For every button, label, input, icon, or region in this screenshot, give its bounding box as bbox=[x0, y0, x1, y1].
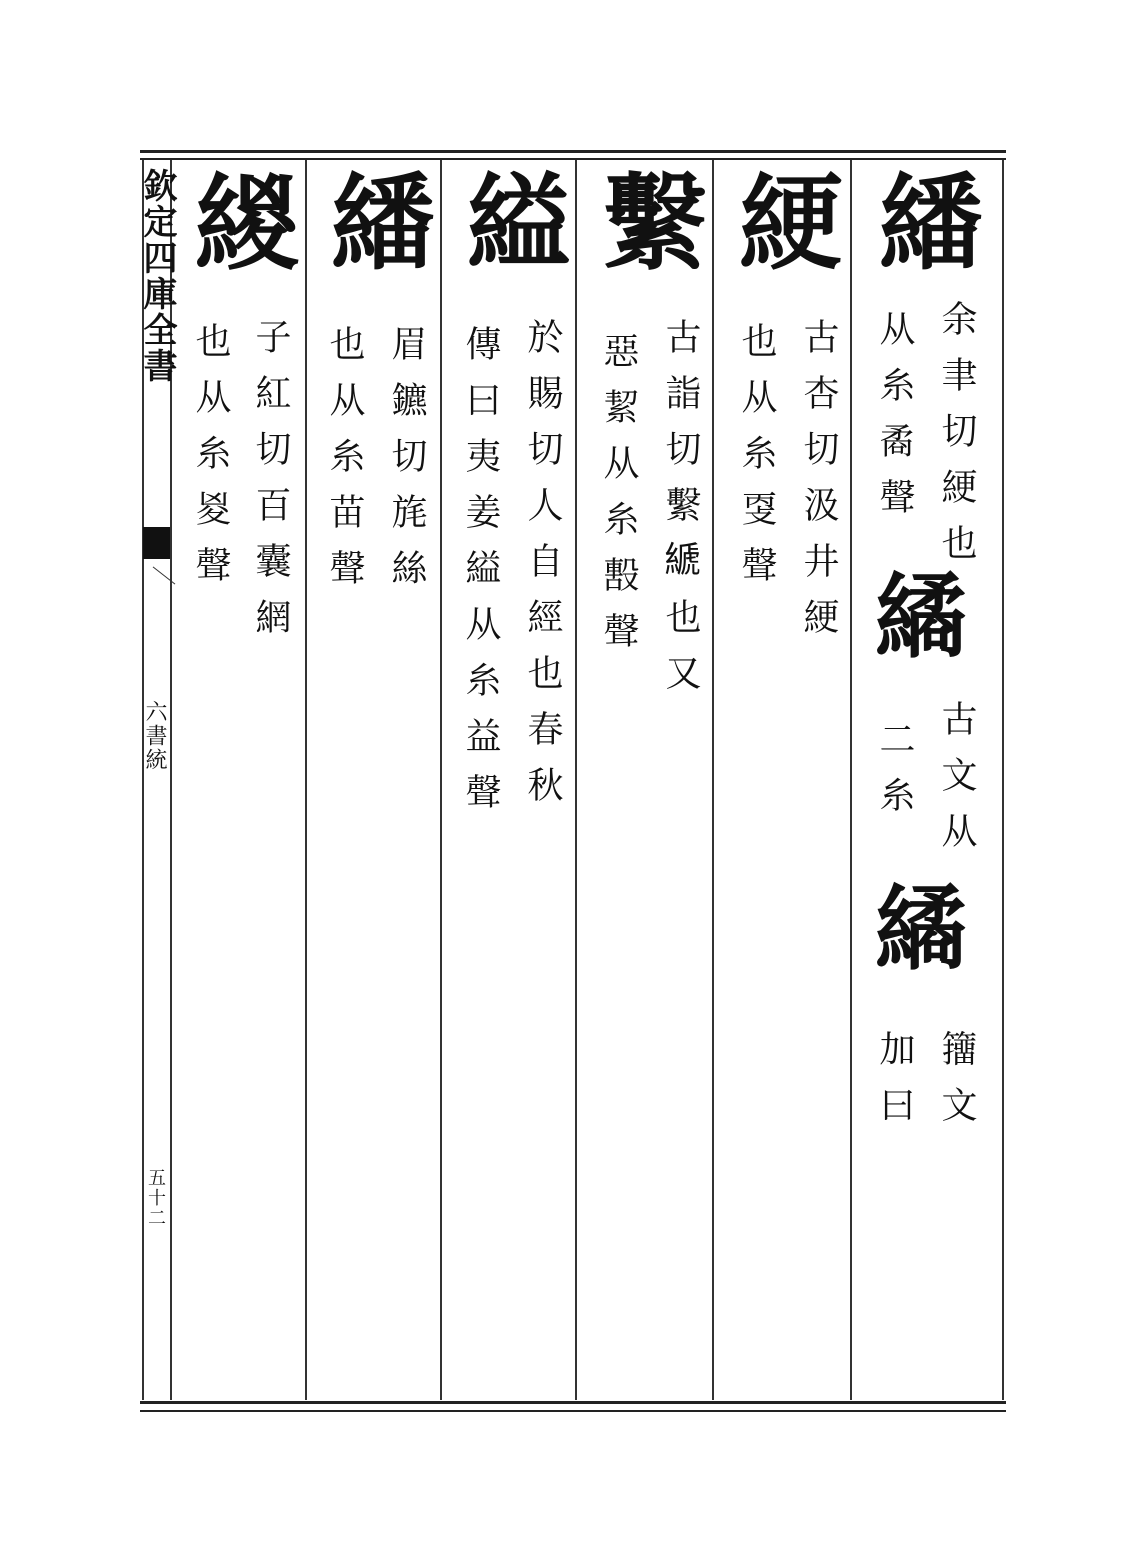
seal-character: 繙 bbox=[861, 168, 984, 274]
annotation-right: 古杏切汲井綆 bbox=[798, 318, 839, 654]
annotation-left: 二糸 bbox=[874, 720, 915, 832]
bottom-border bbox=[140, 1401, 1006, 1404]
seal-character-variant: 繘 bbox=[860, 568, 968, 662]
seal-character: 緵 bbox=[177, 168, 300, 274]
annotation-right: 余聿切綆也 bbox=[936, 300, 977, 580]
column-divider bbox=[440, 160, 442, 1400]
margin-title: 欽定四庫全書 bbox=[137, 168, 177, 384]
seal-character-variant: 繘 bbox=[860, 880, 968, 974]
annotation-left: 惡絜从糸毄聲 bbox=[598, 332, 639, 668]
annotation-right: 籒文 bbox=[936, 1030, 977, 1142]
top-border-inner bbox=[140, 158, 1006, 160]
seal-character: 縊 bbox=[449, 168, 572, 274]
column-divider bbox=[575, 160, 577, 1400]
margin-book-title: 六書統 bbox=[142, 700, 167, 772]
seal-character: 綆 bbox=[721, 168, 844, 274]
annotation-right: 子紅切百囊網 bbox=[250, 318, 291, 654]
top-border bbox=[140, 150, 1006, 153]
fishtail-mark bbox=[143, 527, 170, 559]
column-divider bbox=[712, 160, 714, 1400]
annotation-right: 於賜切人自經也春秋 bbox=[522, 318, 563, 822]
annotation-left: 也从糸㪅聲 bbox=[736, 322, 777, 602]
annotation-right: 古文从 bbox=[936, 700, 977, 868]
page-number: 五十二 bbox=[145, 1168, 166, 1228]
annotation-left: 从糸矞聲 bbox=[874, 310, 915, 534]
column-divider bbox=[1002, 160, 1004, 1400]
annotation-right: 古詣切繫𦃇也又 bbox=[660, 318, 701, 710]
annotation-left: 也从糸㚇聲 bbox=[190, 322, 231, 602]
column-divider bbox=[305, 160, 307, 1400]
annotation-left: 也从糸苗聲 bbox=[324, 325, 365, 605]
annotation-left: 加曰 bbox=[874, 1030, 915, 1142]
annotation-right: 眉鑣切旄絲 bbox=[386, 325, 427, 605]
annotation-left: 傳曰夷姜縊从糸益聲 bbox=[460, 325, 501, 829]
column-divider bbox=[850, 160, 852, 1400]
bottom-border-inner bbox=[140, 1410, 1006, 1412]
seal-character: 繫 bbox=[585, 168, 708, 274]
seal-character: 繙 bbox=[313, 168, 436, 274]
